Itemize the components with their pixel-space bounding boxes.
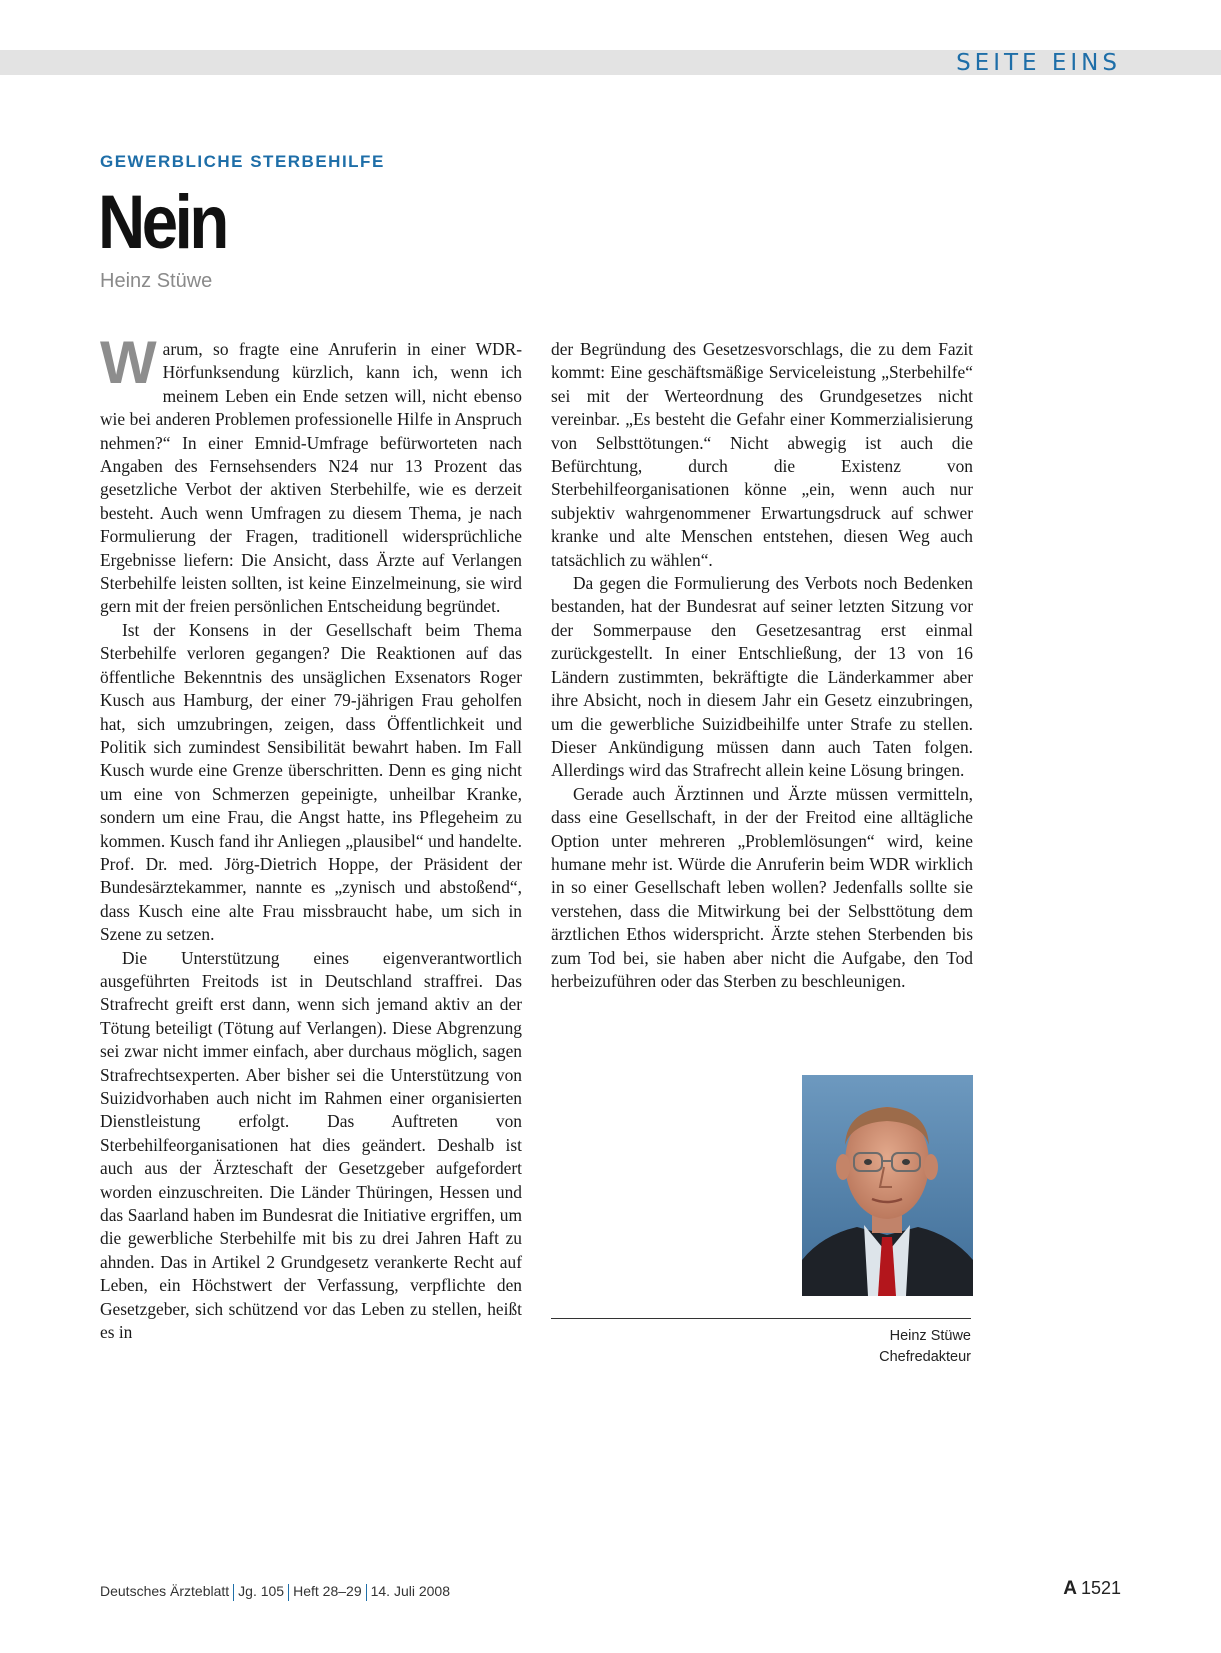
article-kicker: GEWERBLICHE STERBEHILFE bbox=[100, 152, 385, 171]
paragraph: der Begründung des Gesetzesvorschlags, die zu dem Fazit kommt: Eine geschäftsmäßige Serviceleistung „Sterbehilfe“ sei mit der Werteordnung des Grundgesetzes nicht vereinbar. „Es besteht die Gefahr einer Kommerzialisierung von Selbsttötungen.“ Nicht abwegig ist auch die Befürchtung, durch die Existenz von Sterbehilfeorganisationen könne „ein, wenn auch nur subjektiv wahrgenommener Erwartungsdruck auf schwer kranke und alte Menschen entstehen, diesen Weg auch tatsächlich zu wählen“. bbox=[551, 339, 973, 570]
author-portrait bbox=[802, 1075, 973, 1296]
paragraph: Da gegen die Formulierung des Verbots noch Bedenken bestanden, hat der Bundesrat auf seiner letzten Sitzung vor der Sommerpause den Gesetzesantrag erst einmal zurückgestellt. In einer Entschließung, der 13 von 16 Ländern zustimmten, bekräftigte die Länderkammer aber ihre Absicht, noch in diesem Jahr ein Gesetz einzubringen, um die gewerbliche Suizidbeihilfe unter Strafe zu stellen. Dieser Ankündigung müssen dann auch Taten folgen. Allerdings wird das Strafrecht allein keine Lösung bringen. bbox=[551, 573, 973, 781]
journal-date: 14. Juli 2008 bbox=[370, 1583, 451, 1599]
journal-volume: Jg. 105 bbox=[238, 1583, 285, 1599]
paragraph: Die Unterstützung eines eigenverantwortlich ausgeführten Freitods ist in Deutschland straffrei. Das Strafrecht greift erst dann, wenn sich jemand aktiv an der Tötung beteiligt (Tötung auf Verlangen). Diese Abgrenzung sei zwar nicht immer einfach, aber durchaus möglich, sagen Strafrechtsexperten. Aber bisher sei die Unterstützung von Suizidvorhaben auch nicht im Rahmen einer organisierten Dienstleistung erfolgt. Das Auftreten von Sterbehilfeorganisationen hat dies geändert. Deshalb ist auch aus der Ärzteschaft der Gesetzgeber aufgefordert worden einzuschreiten. Die Länder Thüringen, Hessen und das Saarland haben im Bundesrat die Initiative ergriffen, um die gewerbliche Sterbehilfe mit bis zu drei Jahren Haft zu ahnden. Das in Artikel 2 Grundgesetz verankerte Recht auf Leben, ein Höchstwert der Verfassung, verpflichte den Gesetzgeber, sich schützend vor das Leben zu stellen, heißt es in bbox=[100, 947, 522, 1343]
paragraph: Gerade auch Ärztinnen und Ärzte müssen vermitteln, dass eine Gesellschaft, in der der Freitod eine alltägliche Option unter mehreren „Problemlösungen“ wird, keine humane mehr ist. Würde die Anruferin beim WDR wirklich in so einer Gesellschaft leben wollen? Jedenfalls sollte sie verstehen, dass die Mitwirkung bei der Selbsttötung dem ärztlichen Ethos widerspricht. Ärzte stehen Sterbenden bis zum Tod bei, sie haben aber nicht die Aufgabe, den Tod herbeizuführen oder das Sterben zu beschleunigen. bbox=[551, 783, 973, 991]
journal-name: Deutsches Ärzteblatt bbox=[100, 1583, 230, 1599]
photo-caption bbox=[879, 1326, 971, 1368]
page-value: 1521 bbox=[1080, 1578, 1121, 1598]
left-column bbox=[100, 329, 522, 1344]
caption-divider bbox=[551, 1318, 971, 1319]
footer-separator bbox=[288, 1584, 289, 1601]
paragraph: Ist der Konsens in der Gesellschaft beim Thema Sterbehilfe verloren gegangen? Die Reaktionen auf das öffentliche Bekenntnis des unsäglichen Exsenators Roger Kusch aus Hamburg, der einer 79-jährigen Frau geholfen hat, sich umzubringen, zeigen, dass Öffentlichkeit und Politik sich zumindest Sensibilität bewahrt haben. Im Fall Kusch wurde eine Grenze überschritten. Denn es ging nicht um eine von Schmerzen gepeinigte, unheilbar Kranke, sondern um eine Frau, die Angst hatte, ins Pflegeheim zu kommen. Kusch fand ihr Anliegen „plausibel“ und handelte. Prof. Dr. med. Jörg-Dietrich Hoppe, der Präsident der Bundesärztekammer, nannte es „zynisch und abstoßend“, dass Kusch eine alte Frau missbraucht habe, um sich in Szene zu setzen. bbox=[100, 619, 522, 945]
article-author: Heinz Stüwe bbox=[100, 270, 213, 292]
caption-name: Heinz Stüwe bbox=[889, 1328, 971, 1344]
right-column bbox=[551, 338, 973, 993]
drop-cap: W bbox=[100, 329, 157, 396]
article-title: Nein bbox=[98, 180, 226, 265]
footer-separator bbox=[233, 1584, 234, 1601]
paragraph: Warum, so fragte eine Anruferin in einer WDR-Hörfunksendung kürzlich, kann ich, wenn ich meinem Leben ein Ende setzen will, nicht ebenso wie bei anderen Problemen professionelle Hilfe in Anspruch nehmen?“ In einer Emnid-Umfrage befürworteten nach Angaben des Fernsehsenders N24 nur 13 Prozent das gesetzliche Verbot der aktiven Sterbehilfe, wie es derzeit besteht. Auch wenn Umfragen zu diesem Thema, je nach Formulierung der Fragen, traditionell widersprüchliche Ergebnisse liefern: Die Ansicht, dass Ärzte auf Verlangen Sterbehilfe leisten sollten, ist keine Einzelmeinung, sie wird gern mit der freien persönlichen Entscheidung begründet. bbox=[100, 329, 522, 617]
journal-issue: Heft 28–29 bbox=[293, 1583, 362, 1599]
footer-separator bbox=[366, 1584, 367, 1601]
page-number bbox=[1063, 1578, 1121, 1600]
caption-role: Chefredakteur bbox=[879, 1349, 971, 1365]
section-label: SEITE EINS bbox=[956, 50, 1121, 76]
page-prefix: A bbox=[1063, 1578, 1077, 1599]
footer-citation bbox=[100, 1583, 450, 1601]
